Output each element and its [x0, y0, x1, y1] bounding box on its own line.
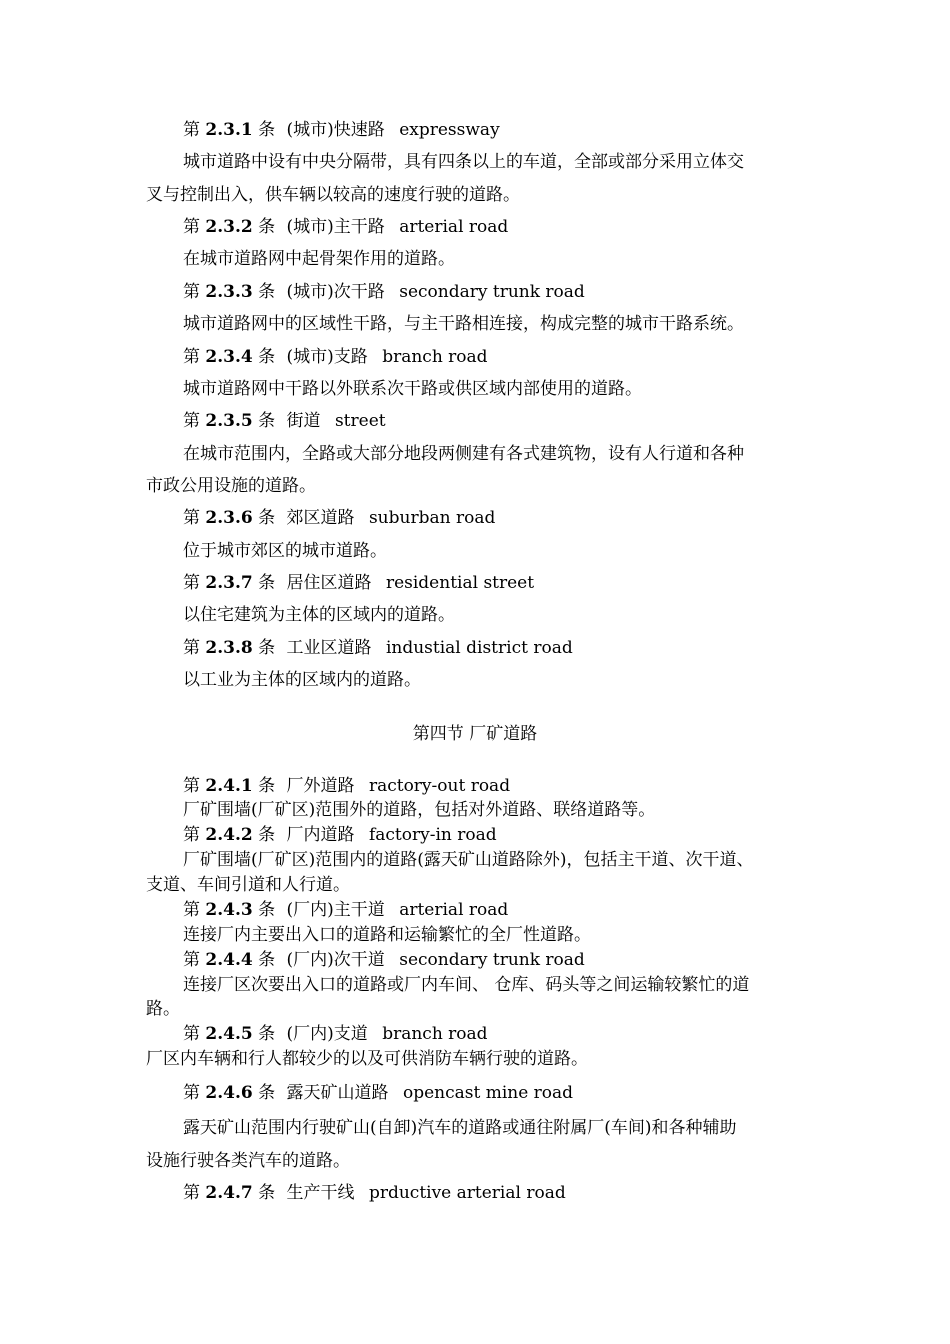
clause-suffix: 条: [258, 217, 276, 237]
term-zh: 生产干线: [286, 1183, 355, 1203]
clause-number: 2.4.7: [205, 1183, 253, 1203]
term-zh: (城市)主干路: [286, 217, 385, 237]
clause-number: 2.3.5: [205, 411, 253, 431]
clause-number: 2.4.3: [205, 900, 253, 920]
clause-title: [183, 281, 585, 303]
clause-prefix: 第: [183, 508, 200, 528]
clause-number: 2.4.2: [205, 825, 253, 845]
clause-prefix: 第: [183, 1024, 200, 1044]
clause-prefix: 第: [183, 411, 200, 431]
clause-description: 以工业为主体的区域内的道路。: [183, 670, 421, 690]
clause-suffix: 条: [258, 1083, 276, 1103]
term-en: opencast mine road: [402, 1083, 574, 1103]
term-zh: 街道: [286, 411, 321, 431]
clause-description-cont: 设施行驶各类汽车的道路。: [146, 1151, 350, 1171]
clause-title: [183, 216, 508, 238]
term-zh: 厂外道路: [286, 776, 355, 796]
clause-description: 城市道路网中干路以外联系次干路或供区域内部使用的道路。: [183, 379, 642, 399]
clause-prefix: 第: [183, 776, 200, 796]
clause-suffix: 条: [258, 411, 276, 431]
clause-title: [183, 346, 488, 368]
term-en: residential street: [385, 573, 535, 593]
clause-suffix: 条: [258, 347, 276, 367]
term-zh: 工业区道路: [286, 638, 372, 658]
term-en: factory-in road: [368, 825, 497, 845]
clause-suffix: 条: [258, 900, 276, 920]
clause-suffix: 条: [258, 282, 276, 302]
clause-prefix: 第: [183, 573, 200, 593]
clause-number: 2.4.1: [205, 776, 253, 796]
clause-number: 2.4.6: [205, 1083, 253, 1103]
term-en: street: [334, 411, 386, 431]
clause-suffix: 条: [258, 950, 276, 970]
clause-title: [183, 572, 534, 594]
clause-description: 位于城市郊区的城市道路。: [183, 541, 387, 561]
clause-number: 2.3.4: [205, 347, 253, 367]
clause-prefix: 第: [183, 1183, 200, 1203]
term-en: branch road: [382, 347, 488, 367]
clause-description: 露天矿山范围内行驶矿山(自卸)汽车的道路或通往附属厂(车间)和各种辅助: [183, 1118, 737, 1138]
clause-number: 2.3.3: [205, 282, 253, 302]
clause-prefix: 第: [183, 638, 200, 658]
section-heading: 第四节 厂矿道路: [412, 724, 538, 744]
clause-description-cont: 支道、车间引道和人行道。: [146, 875, 350, 895]
clause-suffix: 条: [258, 508, 276, 528]
term-zh: 厂内道路: [286, 825, 355, 845]
clause-description-cont: 路。: [146, 999, 180, 1019]
clause-title: [183, 824, 497, 846]
clause-suffix: 条: [258, 1024, 276, 1044]
term-zh: 居住区道路: [286, 573, 372, 593]
clause-number: 2.3.7: [205, 573, 253, 593]
clause-title: [183, 410, 386, 432]
term-en: branch road: [382, 1024, 488, 1044]
clause-number: 2.4.5: [205, 1024, 253, 1044]
clause-title: [183, 775, 510, 797]
clause-description-cont: 市政公用设施的道路。: [146, 476, 316, 496]
clause-title: [183, 899, 508, 921]
clause-number: 2.3.2: [205, 217, 253, 237]
clause-description: 在城市范围内，全路或大部分地段两侧建有各式建筑物，设有人行道和各种: [183, 444, 744, 464]
clause-number: 2.3.6: [205, 508, 253, 528]
clause-description: 厂矿围墙(厂矿区)范围外的道路，包括对外道路、联络道路等。: [183, 800, 656, 820]
clause-prefix: 第: [183, 825, 200, 845]
clause-title: [183, 1182, 566, 1204]
term-zh: (城市)快速路: [286, 120, 385, 140]
clause-prefix: 第: [183, 120, 200, 140]
term-en: secondary trunk road: [399, 282, 585, 302]
term-en: arterial road: [399, 900, 509, 920]
clause-prefix: 第: [183, 282, 200, 302]
clause-prefix: 第: [183, 900, 200, 920]
clause-title: [183, 1023, 488, 1045]
term-en: prductive arterial road: [368, 1183, 566, 1203]
clause-suffix: 条: [258, 776, 276, 796]
term-en: arterial road: [399, 217, 509, 237]
clause-number: 2.3.1: [205, 120, 253, 140]
clause-title: [183, 1082, 573, 1104]
clause-number: 2.4.4: [205, 950, 253, 970]
clause-suffix: 条: [258, 1183, 276, 1203]
term-zh: (厂内)主干道: [286, 900, 385, 920]
clause-description: 厂矿围墙(厂矿区)范围内的道路(露天矿山道路除外)，包括主干道、次干道、: [183, 850, 754, 870]
clause-title: [183, 949, 585, 971]
clause-description: 城市道路网中的区域性干路，与主干路相连接，构成完整的城市干路系统。: [183, 314, 744, 334]
clause-number: 2.3.8: [205, 638, 253, 658]
clause-description: 城市道路中设有中央分隔带，具有四条以上的车道，全部或部分采用立体交: [183, 152, 744, 172]
clause-prefix: 第: [183, 950, 200, 970]
term-zh: (厂内)次干道: [286, 950, 385, 970]
clause-suffix: 条: [258, 573, 276, 593]
clause-description: 以住宅建筑为主体的区域内的道路。: [183, 605, 455, 625]
clause-description: 连接厂区次要出入口的道路或厂内车间、 仓库、码头等之间运输较繁忙的道: [183, 975, 750, 995]
clause-prefix: 第: [183, 217, 200, 237]
term-en: ractory-out road: [368, 776, 511, 796]
clause-description: 厂区内车辆和行人都较少的以及可供消防车辆行驶的道路。: [146, 1049, 588, 1069]
clause-title: [183, 637, 573, 659]
clause-description-cont: 叉与控制出入，供车辆以较高的速度行驶的道路。: [146, 185, 520, 205]
term-en: secondary trunk road: [399, 950, 585, 970]
term-zh: 露天矿山道路: [286, 1083, 389, 1103]
term-zh: (厂内)支道: [286, 1024, 368, 1044]
clause-title: [183, 507, 495, 529]
clause-suffix: 条: [258, 825, 276, 845]
clause-suffix: 条: [258, 120, 276, 140]
clause-title: [183, 119, 500, 141]
clause-prefix: 第: [183, 1083, 200, 1103]
clause-description: 在城市道路网中起骨架作用的道路。: [183, 249, 455, 269]
term-en: expressway: [399, 120, 500, 140]
term-zh: (城市)次干路: [286, 282, 385, 302]
clause-prefix: 第: [183, 347, 200, 367]
term-zh: (城市)支路: [286, 347, 368, 367]
term-zh: 郊区道路: [286, 508, 355, 528]
term-en: suburban road: [368, 508, 496, 528]
term-en: industial district road: [385, 638, 573, 658]
clause-suffix: 条: [258, 638, 276, 658]
clause-description: 连接厂内主要出入口的道路和运输繁忙的全厂性道路。: [183, 925, 591, 945]
